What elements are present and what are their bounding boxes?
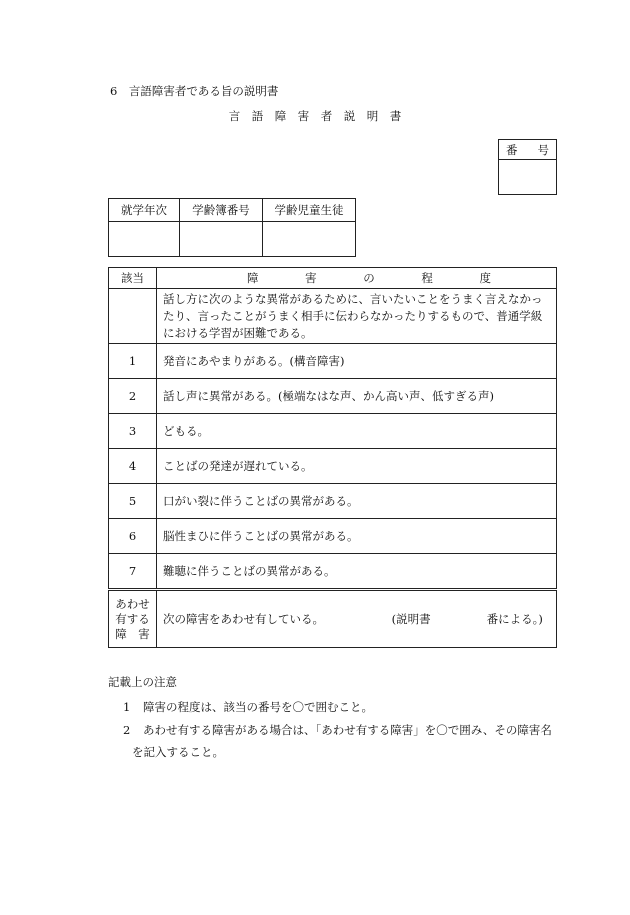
item-number[interactable]: 5 xyxy=(109,484,157,519)
number-box xyxy=(498,139,557,195)
number-value-cell[interactable] xyxy=(499,160,557,195)
disability-degree-table xyxy=(108,267,557,648)
table-row[interactable] xyxy=(109,344,557,379)
reference-note xyxy=(392,611,543,627)
item-number[interactable]: 2 xyxy=(109,379,157,414)
note-number: 2 xyxy=(123,723,131,737)
applicable-header-text: 該当 xyxy=(121,271,144,285)
item-number[interactable]: 6 xyxy=(109,519,157,554)
combined-disability-text xyxy=(157,590,557,648)
table-row[interactable] xyxy=(109,519,557,554)
register-number-header: 学齢簿番号 xyxy=(180,199,263,222)
degree-header-char: 害 xyxy=(305,271,317,285)
grade-year-header: 就学年次 xyxy=(109,199,180,222)
degree-header xyxy=(157,268,557,289)
reference-close: 番による。) xyxy=(486,612,543,626)
note-text: 障害の程度は、該当の番号を〇で囲むこと。 xyxy=(143,700,373,714)
table-row[interactable] xyxy=(109,554,557,590)
combined-disability-label[interactable] xyxy=(109,590,157,648)
item-text: 難聴に伴うことばの異常がある。 xyxy=(157,554,557,590)
item-text: どもる。 xyxy=(157,414,557,449)
school-info-table xyxy=(108,198,356,257)
note-text: あわせ有する障害がある場合は、「あわせ有する障害」を〇で囲み、その障害名 xyxy=(143,723,552,737)
combined-text: 次の障害をあわせ有している。 xyxy=(163,612,324,626)
intro-number-cell xyxy=(109,289,157,344)
register-number-cell[interactable] xyxy=(180,222,263,257)
school-age-student-cell[interactable] xyxy=(263,222,356,257)
combined-label-line: 有する xyxy=(115,611,150,626)
item-text: ことばの発達が遅れている。 xyxy=(157,449,557,484)
item-number[interactable]: 4 xyxy=(109,449,157,484)
degree-header-char: 度 xyxy=(479,271,491,285)
degree-header-char: 障 xyxy=(247,271,259,285)
combined-disability-row[interactable] xyxy=(109,590,557,648)
item-number[interactable]: 1 xyxy=(109,344,157,379)
note-text-continued: を記入すること。 xyxy=(132,745,224,759)
section-heading: 6 言語障害者である旨の説明書 xyxy=(110,84,279,98)
item-number[interactable]: 3 xyxy=(109,414,157,449)
reference-open: (説明書 xyxy=(391,612,431,626)
document-title: 言 語 障 害 者 説 明 書 xyxy=(228,109,402,123)
note-item xyxy=(123,722,552,738)
item-text: 話し声に異常がある。(極端なはな声、かん高い声、低すぎる声) xyxy=(157,379,557,414)
note-item xyxy=(123,699,373,715)
combined-label-line: あわせ xyxy=(115,596,150,611)
note-number: 1 xyxy=(123,700,131,714)
degree-header-char: の xyxy=(363,271,375,285)
table-row[interactable] xyxy=(109,449,557,484)
notes-heading: 記載上の注意 xyxy=(108,675,177,689)
table-row[interactable] xyxy=(109,484,557,519)
number-label-right: 号 xyxy=(537,142,549,157)
table-row[interactable] xyxy=(109,379,557,414)
item-number[interactable]: 7 xyxy=(109,554,157,590)
grade-year-cell[interactable] xyxy=(109,222,180,257)
school-age-student-header: 学齢児童生徒 xyxy=(263,199,356,222)
number-label xyxy=(499,140,557,160)
item-text: 脳性まひに伴うことばの異常がある。 xyxy=(157,519,557,554)
item-text: 口がい裂に伴うことばの異常がある。 xyxy=(157,484,557,519)
item-text: 発音にあやまりがある。(構音障害) xyxy=(157,344,557,379)
degree-header-char: 程 xyxy=(421,271,433,285)
applicable-header xyxy=(109,268,157,289)
table-row[interactable] xyxy=(109,414,557,449)
intro-description: 話し方に次のような異常があるために、言いたいことをうまく言えなかったり、言ったことがうまく相手に伝わらなかったりするもので、普通学級における学習が困難である。 xyxy=(157,289,557,344)
combined-label-line: 障 害 xyxy=(115,626,150,641)
number-label-left: 番 xyxy=(506,142,518,157)
